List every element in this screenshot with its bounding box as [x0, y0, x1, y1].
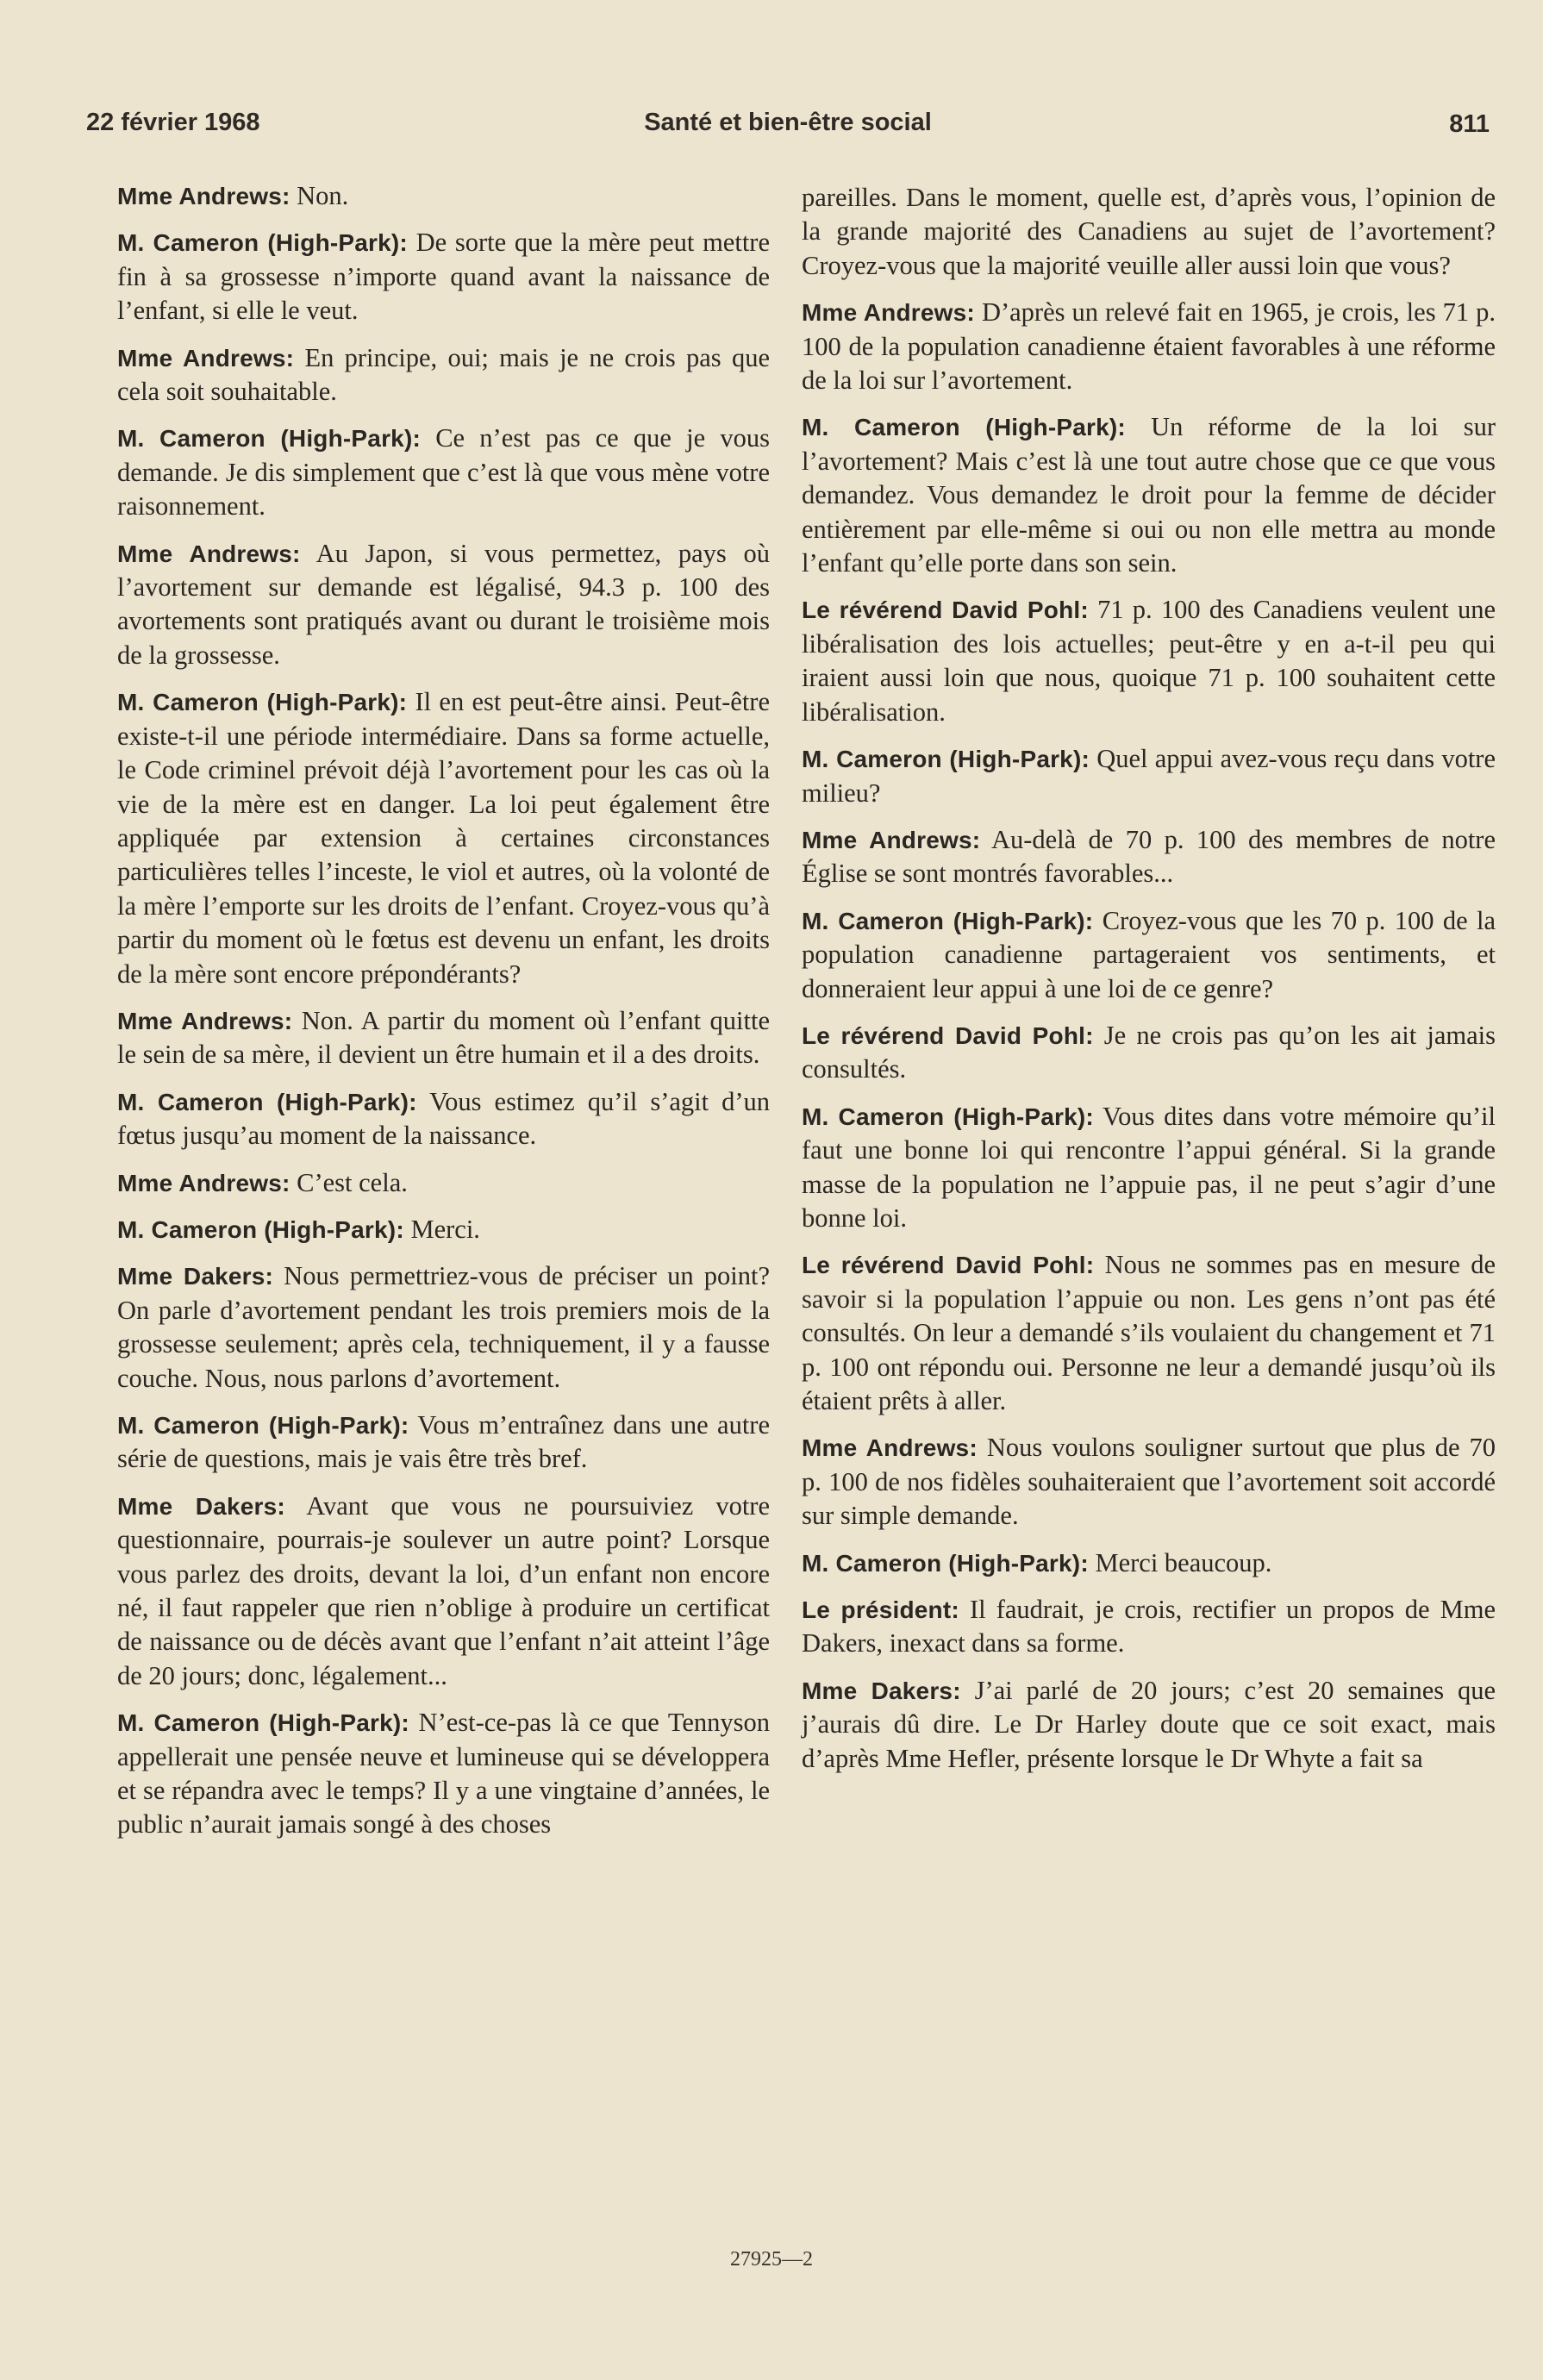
paragraph [117, 1166, 770, 1200]
page-header [86, 103, 1490, 147]
paragraph [117, 179, 770, 213]
page-footer [0, 2248, 1543, 2271]
speaker-name: M. Cameron (High-Park): [802, 907, 1094, 934]
speaker-name: Mme Andrews: [802, 826, 981, 853]
paragraph [802, 410, 1496, 580]
paragraph-text: N’est-ce-pas là ce que Tennyson appellerait une pensée neuve et lumineuse qui se développera et se répandra avec le temps? Il y a une vingtaine d’années, le public n’aurait jamais songé à des choses [117, 1708, 770, 1840]
paragraph-text: Je ne crois pas qu’on les ait jamais consultés. [802, 1020, 1496, 1084]
right-column [802, 181, 1496, 1789]
paragraph [802, 1019, 1496, 1087]
speaker-name: Le président: [802, 1596, 959, 1624]
speaker-name: M. Cameron (High-Park): [117, 689, 408, 716]
paragraph-text: Nous permettriez-vous de préciser un point? On parle d’avortement pendant les trois premiers mois de la grossesse seulement; après cela, techniquement, il y a fausse couche. Nous, nous parlons d’avortement. [117, 1261, 770, 1393]
paragraph-text: Nous ne sommes pas en mesure de savoir si la population l’appuie ou non. Les gens n’ont pas été consultés. On leur a demandé s’ils voulaient du changement et 71 p. 100 ont répondu oui. Personne ne leur a demandé jusqu’où ils étaient prêts à aller. [802, 1250, 1496, 1415]
paragraph-text: D’après un relevé fait en 1965, je crois, les 71 p. 100 de la population canadienne étaient favorables à une réforme de la loi sur l’avortement. [802, 297, 1496, 396]
paragraph-text: Vous dites dans votre mémoire qu’il faut une bonne loi qui rencontre l’appui général. Si la grande masse de la population ne l’appuie pas, il ne peut s’agir d’une bonne loi. [802, 1101, 1496, 1233]
speaker-name: M. Cameron (High-Park): [802, 1549, 1089, 1577]
paragraph-text: pareilles. Dans le moment, quelle est, d’après vous, l’opinion de la grande majorité des Canadiens au sujet de l’avortement? Croyez-vous que la majorité veuille aller aussi loin que vous? [802, 183, 1496, 280]
speaker-name: M. Cameron (High-Park): [117, 1215, 404, 1243]
paragraph [117, 1259, 770, 1396]
speaker-name: Mme Andrews: [802, 299, 975, 327]
paragraph-text: De sorte que la mère peut mettre fin à sa grossesse n’importe quand avant la naissance de l’enfant, si elle le veut. [117, 228, 770, 326]
footer-code: 27925—2 [730, 2248, 813, 2271]
speaker-name: Le révérend David Pohl: [802, 1021, 1094, 1049]
paragraph [802, 296, 1496, 397]
paragraph-text: C’est cela. [290, 1167, 408, 1197]
paragraph-text: Avant que vous ne poursuiviez votre questionnaire, pourrais-je soulever un autre point? Lorsque vous parlez des droits, devant la loi, d’un enfant non encore né, il faut rappeler que rien n’oblige à produire un certificat de naissance ou de décès avant que l’enfant n’ait atteint l’âge de 20 jours; donc, légalement... [117, 1490, 770, 1690]
page-number: 811 [1449, 110, 1490, 138]
paragraph [802, 1248, 1496, 1418]
paragraph-text: Un réforme de la loi sur l’avortement? Mais c’est là une tout autre chose que ce que vous demandez. Vous demandez le droit pour la femme de décider entièrement par elle-même si oui ou non elle mettra au monde l’enfant qu’elle porte dans son sein. [802, 412, 1496, 578]
paragraph-text: Merci. [403, 1214, 480, 1244]
speaker-name: M. Cameron (High-Park): [802, 746, 1090, 773]
header-date: 22 février 1968 [86, 109, 260, 136]
paragraph-text: Nous voulons souligner surtout que plus de 70 p. 100 de nos fidèles souhaiteraient que l’avortement soit accordé sur simple demande. [802, 1433, 1496, 1531]
paragraph-text: Non. A partir du moment où l’enfant quitte le sein de sa mère, il devient un être humain et il a des droits. [117, 1005, 770, 1070]
speaker-name: M. Cameron (High-Park): [117, 1709, 409, 1737]
speaker-name: M. Cameron (High-Park): [117, 425, 422, 453]
paragraph [117, 422, 770, 523]
paragraph-text: Quel appui avez-vous reçu dans votre milieu? [802, 744, 1496, 808]
left-column [117, 179, 770, 1855]
speaker-name: Mme Andrews: [117, 183, 290, 209]
speaker-name: Mme Andrews: [117, 1169, 290, 1196]
paragraph [117, 1490, 770, 1693]
paragraph [802, 823, 1496, 891]
paragraph-text: J’ai parlé de 20 jours; c’est 20 semaines que j’aurais dû dire. Le Dr Harley doute que ce soit exact, mais d’après Mme Hefler, présente lorsque le Dr Whyte a fait sa [802, 1675, 1496, 1773]
paragraph [802, 1674, 1496, 1776]
paragraph-text: Non. [290, 181, 349, 210]
paragraph [802, 181, 1496, 283]
speaker-name: M. Cameron (High-Park): [802, 1103, 1094, 1130]
paragraph [117, 341, 770, 409]
paragraph-text: Au Japon, si vous permettez, pays où l’avortement sur demande est légalisé, 94.3 p. 100 des avortements sont pratiqués avant ou durant le troisième mois de la grossesse. [117, 538, 770, 670]
speaker-name: Mme Dakers: [802, 1677, 961, 1704]
paragraph [802, 1546, 1496, 1580]
paragraph [117, 1409, 770, 1477]
paragraph [117, 537, 770, 673]
speaker-name: Mme Dakers: [117, 1492, 285, 1520]
header-title: Santé et bien-être social [644, 109, 932, 136]
speaker-name: Mme Andrews: [117, 344, 295, 372]
paragraph-text: En principe, oui; mais je ne crois pas que cela soit souhaitable. [117, 342, 770, 407]
paragraph-text: Ce n’est pas ce que je vous demande. Je dis simplement que c’est là que vous mène votre raisonnement. [117, 423, 770, 522]
speaker-name: Mme Andrews: [802, 1434, 978, 1462]
paragraph [117, 685, 770, 991]
speaker-name: Mme Andrews: [117, 1007, 293, 1034]
speaker-name: M. Cameron (High-Park): [117, 1412, 409, 1439]
paragraph-text: Il faudrait, je crois, rectifier un propos de Mme Dakers, inexact dans sa forme. [802, 1595, 1496, 1659]
paragraph-text: Vous m’entraînez dans une autre série de questions, mais je vais être très bref. [117, 1410, 770, 1474]
paragraph [802, 1593, 1496, 1661]
paragraph [802, 742, 1496, 810]
speaker-name: M. Cameron (High-Park): [802, 414, 1126, 441]
paragraph [802, 904, 1496, 1006]
speaker-name: Mme Andrews: [117, 540, 301, 567]
speaker-name: M. Cameron (High-Park): [117, 1088, 417, 1115]
paragraph [802, 1431, 1496, 1533]
paragraph-text: Au-delà de 70 p. 100 des membres de notre Église se sont montrés favorables... [802, 824, 1496, 889]
speaker-name: M. Cameron (High-Park): [117, 229, 408, 257]
paragraph-text: Merci beaucoup. [1088, 1547, 1272, 1577]
paragraph-text: Croyez-vous que les 70 p. 100 de la population canadienne partageraient vos sentiments, et donneraient leur appui à une loi de ce genre? [802, 905, 1496, 1003]
paragraph [117, 1706, 770, 1842]
speaker-name: Le révérend David Pohl: [802, 1252, 1095, 1279]
paragraph [117, 1213, 770, 1246]
paragraph-text: Vous estimez qu’il s’agit d’un fœtus jusqu’au moment de la naissance. [117, 1086, 770, 1151]
paragraph [117, 226, 770, 328]
paragraph [802, 593, 1496, 729]
paragraph-text: Il en est peut-être ainsi. Peut-être existe-t-il une période intermédiaire. Dans sa forme actuelle, le Code criminel prévoit déjà l’avortement pour les cas où la vie de la mère est en danger. La loi peut également être appliquée par extension à certaines circonstances particulières telles l’inceste, le viol et autres, où la volonté de la mère l’emporte sur les droits de l’enfant. Croyez-vous qu’à partir du moment où le fœtus est devenu un enfant, les droits de la mère sont encore prépondérants? [117, 687, 770, 989]
speaker-name: Le révérend David Pohl: [802, 597, 1089, 624]
paragraph [117, 1085, 770, 1153]
paragraph [802, 1100, 1496, 1236]
speaker-name: Mme Dakers: [117, 1263, 274, 1290]
paragraph [117, 1004, 770, 1072]
paragraph-text: 71 p. 100 des Canadiens veulent une libéralisation des lois actuelles; peut-être y en a-t-il peu qui iraient aussi loin que nous, quoique 71 p. 100 souhaitent cette libéralisation. [802, 595, 1496, 727]
